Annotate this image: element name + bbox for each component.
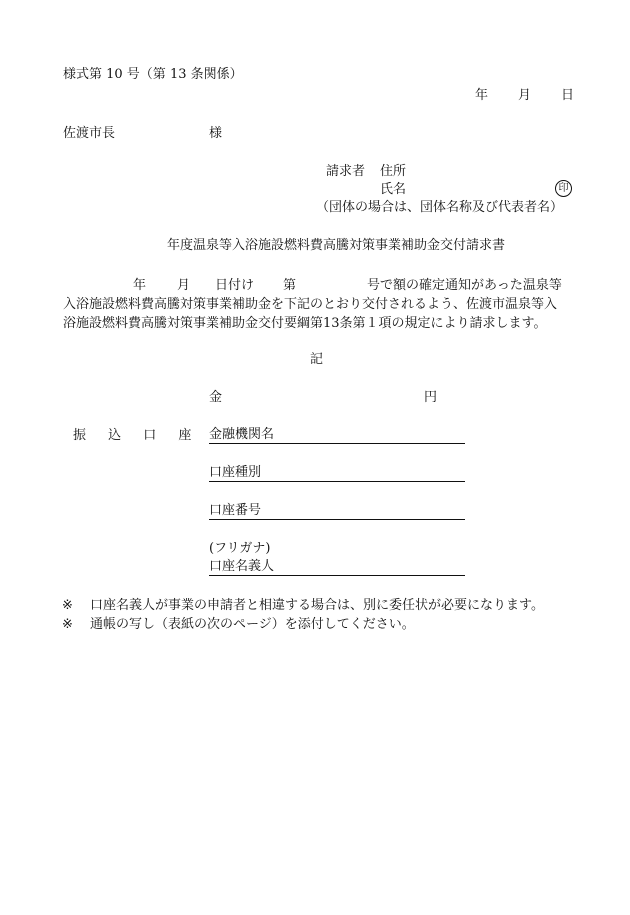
ki-heading: 記	[310, 352, 324, 367]
body-line-1	[63, 276, 569, 295]
body-number-prefix: 第	[283, 278, 297, 293]
form-number-label: 様式第 10 号（第 13 条関係）	[63, 67, 243, 82]
body-dated: 日付け	[215, 278, 255, 293]
bank-name-field: 金融機関名	[209, 427, 465, 444]
yen-unit: 円	[424, 390, 438, 405]
document-title: 年度温泉等入浴施設燃料費高騰対策事業補助金交付請求書	[167, 238, 506, 253]
addressee	[63, 126, 223, 142]
note-1-text: 口座名義人が事業の申請者と相違する場合は、別に委任状が必要になります。	[90, 598, 544, 613]
date-year: 年	[475, 88, 489, 103]
address-label: 住所	[380, 164, 407, 179]
requester-address-row	[326, 164, 407, 180]
seal-icon: 印	[555, 180, 572, 197]
account-number-field: 口座番号	[209, 503, 465, 520]
body-month: 月	[177, 278, 191, 293]
note-1	[62, 598, 544, 614]
body-line-2: 入浴施設燃料費高騰対策事業補助金を下記のとおり交付されるよう、佐渡市温泉等入	[63, 297, 558, 312]
account-holder-field: 口座名義人	[209, 559, 465, 576]
account-type-field: 口座種別	[209, 465, 465, 482]
note-2-text: 通帳の写し（表紙の次のページ）を添付してください。	[90, 617, 415, 632]
transfer-account-heading: 振 込 口 座	[73, 428, 201, 443]
requester-label: 請求者	[326, 164, 366, 179]
addressee-honorific: 様	[209, 126, 223, 141]
note-mark: ※	[62, 598, 73, 613]
body-paragraph	[63, 276, 569, 333]
date-line	[475, 88, 574, 104]
body-year: 年	[133, 278, 147, 293]
date-day: 日	[561, 88, 575, 103]
note-mark: ※	[62, 617, 73, 632]
group-note: （団体の場合は、団体名称及び代表者名）	[316, 200, 564, 215]
furigana-label: (フリガナ)	[209, 541, 271, 556]
body-line-1-rest: 号で額の確定通知があった温泉等	[367, 278, 562, 293]
note-2	[62, 617, 415, 633]
date-month: 月	[518, 88, 532, 103]
amount-label: 金	[209, 390, 223, 405]
addressee-name: 佐渡市長	[63, 126, 116, 141]
requester-name-label: 氏名	[380, 182, 407, 197]
body-line-3: 浴施設燃料費高騰対策事業補助金交付要綱第13条第１項の規定により請求します。	[63, 316, 547, 331]
